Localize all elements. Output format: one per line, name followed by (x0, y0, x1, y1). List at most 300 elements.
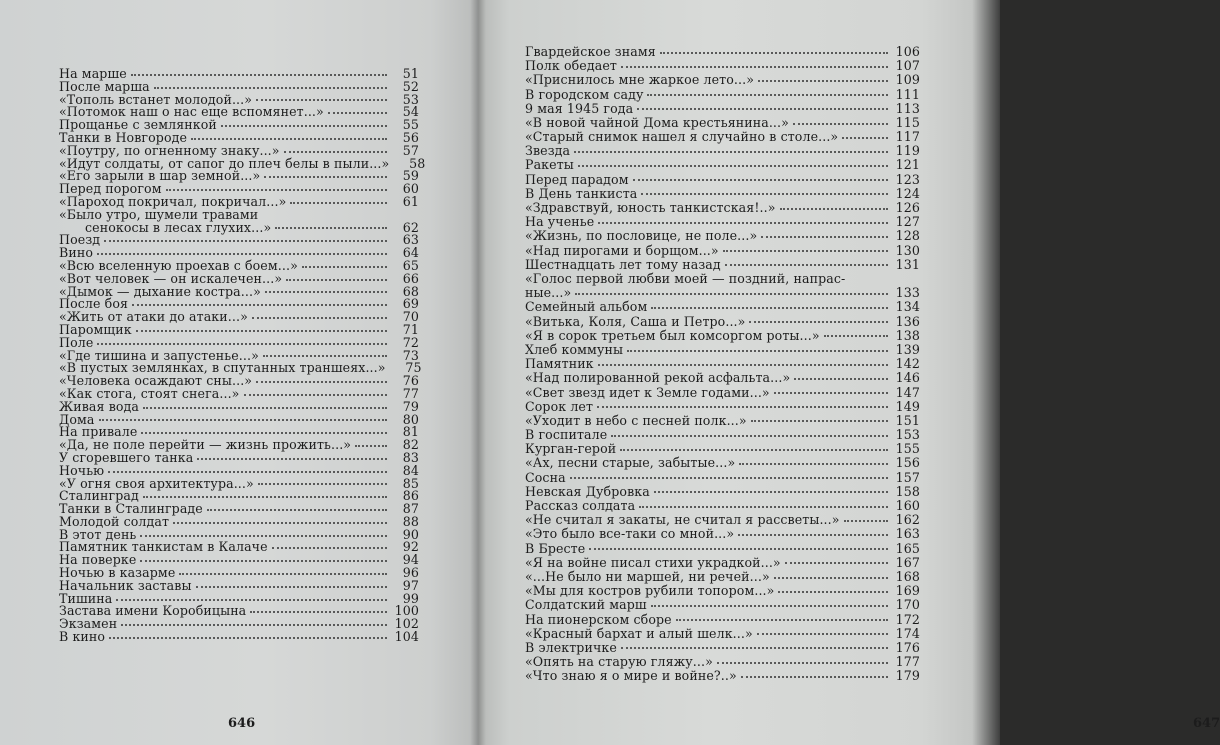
dot-leader (143, 495, 387, 498)
dot-leader (575, 292, 888, 295)
entry-title-continuation: ные...» (525, 285, 572, 301)
entry-page-number: 75 (405, 360, 422, 376)
dot-leader (256, 380, 387, 383)
toc-list-left (59, 66, 426, 645)
dot-leader (328, 111, 387, 114)
entry-title: В День танкиста (525, 185, 638, 201)
dot-leader (794, 377, 888, 380)
entry-page-number: 83 (402, 449, 419, 465)
entry-title: Семейный альбом (525, 299, 648, 315)
toc-entry (525, 485, 920, 499)
toc-entry (525, 144, 920, 158)
entry-title: В кино (59, 629, 106, 645)
entry-title: «Я на войне писал стихи украдкой...» (525, 554, 781, 570)
dot-leader (621, 65, 888, 68)
entry-title: Невская Дубровка (525, 483, 650, 499)
toc-entry (525, 215, 920, 229)
toc-entry (59, 631, 419, 644)
dot-leader (154, 86, 387, 89)
entry-title: «Голос первой любви моей — поздний, напрас- (525, 271, 846, 286)
entry-page-number: 151 (895, 412, 920, 428)
entry-title: Поезд (59, 232, 101, 248)
toc-entry (59, 398, 419, 414)
entry-page-number: 102 (394, 616, 419, 632)
entry-title: «У огня своя архитектура...» (59, 475, 254, 491)
entry-title: На поверке (59, 552, 137, 568)
entry-title: Памятник (525, 356, 594, 372)
dot-leader (725, 263, 888, 266)
toc-entry (525, 258, 920, 272)
dot-leader (793, 122, 888, 125)
dot-leader (97, 252, 387, 255)
entry-title: «Потомок наш о нас еще вспомянет...» (59, 104, 324, 120)
entry-page-number: 61 (402, 193, 419, 209)
entry-page-number: 121 (895, 157, 920, 173)
entry-page-number: 106 (895, 43, 920, 59)
entry-title: «Витька, Коля, Саша и Петро...» (525, 313, 746, 329)
entry-title: Курган-герой (525, 441, 617, 457)
entry-page-number: 128 (895, 228, 920, 244)
toc-entry (525, 400, 920, 414)
entry-title: В городском саду (525, 86, 644, 102)
dot-leader (272, 546, 387, 549)
entry-page-number: 72 (402, 334, 419, 350)
entry-page-number: 52 (402, 78, 419, 94)
entry-title: «Жить от атаки до атаки...» (59, 309, 248, 325)
entry-page-number: 177 (895, 654, 920, 670)
entry-title: «Красный бархат и алый шелк...» (525, 625, 753, 641)
entry-page-number: 168 (895, 568, 920, 584)
entry-title: «Где тишина и запустенье...» (59, 347, 259, 363)
entry-title: «Идут солдаты, от сапог до плеч белы в пыли...» (59, 155, 390, 171)
entry-page-number: 111 (895, 86, 920, 102)
toc-entry (525, 598, 920, 612)
entry-title: Памятник танкистам в Калаче (59, 539, 268, 555)
toc-list-right (525, 45, 920, 683)
entry-page-number: 149 (895, 398, 920, 414)
dot-leader (143, 406, 387, 409)
entry-page-number: 123 (895, 171, 920, 187)
dot-leader (741, 675, 888, 678)
entry-page-number: 119 (895, 143, 920, 159)
entry-title: Перед парадом (525, 171, 629, 187)
entry-title: Живая вода (59, 398, 140, 414)
dot-leader (757, 632, 888, 635)
entry-page-number: 165 (895, 540, 920, 556)
entry-title: Поле (59, 334, 94, 350)
dot-leader (258, 482, 387, 485)
entry-title: «Приснилось мне жаркое лето...» (525, 72, 755, 88)
toc-entry (525, 471, 920, 485)
entry-title: Молодой солдат (59, 513, 170, 529)
toc-entry (525, 102, 920, 116)
dot-leader (651, 306, 888, 309)
entry-page-number: 58 (409, 155, 426, 171)
toc-entry (59, 449, 419, 465)
entry-page-number: 160 (895, 498, 920, 513)
entry-title: Ночью (59, 462, 105, 478)
toc-entry (525, 300, 920, 314)
entry-title: «Уходит в небо с песней полк...» (525, 412, 747, 428)
entry-page-number: 136 (895, 313, 920, 329)
entry-title: На марше (59, 66, 127, 81)
entry-title: «Его зарыли в шар земной...» (59, 168, 261, 184)
entry-title: «Над полированной рекой асфальта...» (525, 370, 791, 386)
page-number-right: 647 (1193, 716, 1220, 731)
page-number-left: 646 (228, 716, 256, 731)
entry-title-continuation-row (59, 219, 419, 235)
dot-leader (355, 444, 387, 447)
entry-page-number: 92 (402, 539, 419, 555)
entry-page-number: 73 (402, 347, 419, 363)
entry-page-number: 66 (402, 270, 419, 286)
toc-entry (525, 116, 920, 130)
entry-title: «Ах, песни старые, забытые...» (525, 455, 736, 471)
entry-title: «Свет звезд идет к Земле годами...» (525, 384, 770, 400)
entry-title: «Дымок — дыхание костра...» (59, 283, 261, 299)
entry-title: «Опять на старую гляжу...» (525, 654, 713, 670)
dot-leader (844, 519, 888, 522)
dot-leader (654, 490, 888, 493)
dot-leader (97, 342, 387, 345)
dot-leader (141, 431, 387, 434)
dot-leader (723, 249, 888, 252)
entry-title-continuation: сенокосы в лесах глухих...» (85, 219, 272, 235)
dot-leader (109, 636, 387, 639)
toc-entry (525, 669, 920, 683)
toc-entry (525, 556, 920, 570)
dot-leader (751, 419, 888, 422)
entry-title: «...Не было ни маршей, ни речей...» (525, 568, 770, 584)
entry-title: «Поутру, по огненному знаку...» (59, 142, 280, 158)
toc-entry (525, 59, 920, 73)
entry-title: «Здравствуй, юность танкистская!..» (525, 200, 776, 216)
dot-leader (207, 508, 387, 511)
entry-title: Прощанье с землянкой (59, 117, 217, 133)
entry-page-number: 82 (402, 437, 419, 453)
entry-page-number: 158 (895, 483, 920, 499)
entry-title: После боя (59, 296, 129, 312)
toc-entry (525, 442, 920, 456)
dot-leader (780, 207, 888, 210)
entry-page-number: 134 (895, 299, 920, 315)
dot-leader (263, 354, 387, 357)
dot-leader (290, 201, 387, 204)
toc-entry (525, 655, 920, 669)
dot-leader (265, 290, 387, 293)
dot-leader (173, 521, 387, 524)
entry-title: На пионерском сборе (525, 611, 672, 627)
toc-entry (525, 329, 920, 343)
entry-title: «Это было все-таки со мной...» (525, 526, 735, 542)
entry-title: Хлеб коммуны (525, 341, 624, 357)
entry-title: Начальник заставы (59, 577, 192, 593)
entry-page-number: 97 (402, 577, 419, 593)
entry-title: Застава имени Коробицына (59, 603, 247, 619)
entry-page-number: 64 (402, 245, 419, 261)
entry-page-number: 113 (895, 100, 920, 116)
entry-page-number: 130 (895, 242, 920, 258)
entry-title: Полк обедает (525, 58, 617, 74)
entry-page-number: 172 (895, 611, 920, 627)
entry-title: 9 мая 1945 года (525, 100, 634, 116)
dot-leader (302, 265, 387, 268)
entry-page-number: 147 (895, 384, 920, 400)
toc-entry (525, 88, 920, 102)
entry-title: Рассказ солдата (525, 498, 636, 513)
entry-page-number: 57 (402, 142, 419, 158)
entry-title: «Всю вселенную проехав с боем...» (59, 257, 298, 273)
entry-title: «Да, не поле перейти — жизнь прожить...» (59, 437, 352, 453)
entry-page-number: 70 (402, 309, 419, 325)
entry-page-number: 94 (402, 552, 419, 568)
page-edge-shadow (972, 0, 1000, 745)
toc-entry (525, 201, 920, 215)
entry-page-number: 63 (402, 232, 419, 248)
toc-entry (525, 371, 920, 385)
dot-leader (250, 610, 387, 613)
entry-page-number: 107 (895, 58, 920, 74)
entry-title: «Не считал я закаты, не считал я рассветы...» (525, 512, 840, 528)
toc-entry (525, 315, 920, 329)
entry-title: Солдатский марш (525, 597, 647, 613)
entry-title: Сосна (525, 469, 566, 485)
toc-entry (59, 206, 419, 235)
dot-leader (252, 316, 387, 319)
dot-leader (778, 590, 888, 593)
entry-page-number: 104 (394, 629, 419, 645)
dot-leader (179, 572, 387, 575)
dot-leader (611, 434, 888, 437)
entry-page-number: 153 (895, 427, 920, 443)
entry-title: «В новой чайной Дома крестьянина...» (525, 114, 789, 130)
dot-leader (136, 329, 387, 332)
entry-page-number: 117 (895, 129, 920, 145)
entry-title: Паромщик (59, 321, 132, 337)
toc-entry (525, 613, 920, 627)
entry-title: Ракеты (525, 157, 574, 173)
toc-entry (525, 513, 920, 527)
toc-entry (59, 321, 419, 337)
toc-entry (525, 173, 920, 187)
entry-title: Тишина (59, 590, 113, 606)
toc-entry (525, 159, 920, 173)
dot-leader (641, 192, 888, 195)
dot-leader (99, 418, 387, 421)
toc-entry (525, 527, 920, 541)
entry-page-number: 85 (402, 475, 419, 491)
entry-title: На ученье (525, 214, 595, 230)
entry-title: «Как стога, стоят снега...» (59, 385, 240, 401)
toc-entry (525, 542, 920, 556)
entry-page-number: 55 (402, 117, 419, 133)
entry-page-number: 142 (895, 356, 920, 372)
toc-entry (59, 234, 419, 247)
entry-title: «В пустых землянках, в спутанных траншеях...» (59, 360, 386, 376)
dot-leader (589, 547, 888, 550)
entry-page-number: 126 (895, 200, 920, 216)
entry-title: «Мы для костров рубили топором...» (525, 583, 775, 599)
dot-leader (221, 124, 387, 127)
entry-title: Звезда (525, 143, 571, 159)
entry-page-number: 133 (895, 285, 920, 301)
entry-title: Вино (59, 245, 94, 261)
entry-page-number: 162 (895, 512, 920, 528)
entry-title: В Бресте (525, 540, 586, 556)
entry-page-number: 131 (895, 256, 920, 272)
toc-entry (525, 357, 920, 371)
dot-leader (598, 363, 888, 366)
entry-title: «Пароход покричал, покричал...» (59, 193, 287, 209)
toc-entry (525, 272, 920, 300)
entry-title: «Что знаю я о мире и войне?..» (525, 668, 737, 684)
dot-leader (785, 561, 888, 564)
dot-leader (196, 585, 387, 588)
dot-leader (621, 646, 888, 649)
toc-entry (59, 618, 419, 631)
entry-title: «Старый снимок нашел я случайно в столе...» (525, 129, 839, 145)
entry-page-number: 174 (895, 625, 920, 641)
dot-leader (651, 604, 888, 607)
entry-page-number: 157 (895, 469, 920, 485)
left-page (0, 0, 478, 745)
entry-page-number: 69 (402, 296, 419, 312)
entry-page-number: 88 (402, 513, 419, 529)
entry-title: «Я в сорок третьем был комсоргом роты...» (525, 327, 820, 343)
entry-page-number: 90 (402, 526, 419, 542)
book-gutter (470, 0, 486, 745)
entry-title: Дома (59, 411, 95, 427)
dot-leader (761, 235, 888, 238)
dot-leader (647, 93, 888, 96)
dot-leader (620, 448, 888, 451)
entry-page-number: 99 (402, 590, 419, 606)
entry-page-number: 59 (402, 168, 419, 184)
toc-entry (525, 45, 920, 59)
entry-page-number: 100 (394, 603, 419, 619)
dot-leader (132, 303, 387, 306)
dot-leader (140, 534, 387, 537)
entry-title: «Вот человек — он искалечен...» (59, 270, 283, 286)
toc-entry (525, 456, 920, 470)
entry-page-number: 80 (402, 411, 419, 427)
entry-title: Сталинград (59, 488, 139, 504)
entry-title: Перед порогом (59, 181, 162, 197)
entry-page-number: 176 (895, 639, 920, 655)
dot-leader (131, 73, 387, 76)
dot-leader (284, 150, 387, 153)
entry-title: «Человека осаждают сны...» (59, 373, 253, 389)
entry-page-number: 51 (402, 66, 419, 81)
entry-page-number: 65 (402, 257, 419, 273)
entry-page-number: 86 (402, 488, 419, 504)
entry-page-number: 79 (402, 398, 419, 414)
entry-page-number: 76 (402, 373, 419, 389)
entry-page-number: 155 (895, 441, 920, 457)
entry-page-number: 68 (402, 283, 419, 299)
entry-page-number: 53 (402, 91, 419, 107)
dot-leader (739, 462, 888, 465)
toc-entry (525, 187, 920, 201)
dot-leader (676, 618, 888, 621)
entry-title: На привале (59, 424, 138, 440)
toc-entry (525, 627, 920, 641)
entry-page-number: 87 (402, 501, 419, 517)
entry-title: Экзамен (59, 616, 118, 632)
dot-leader (191, 137, 387, 140)
toc-entry (525, 570, 920, 584)
entry-page-number: 139 (895, 341, 920, 357)
entry-page-number: 54 (402, 104, 419, 120)
dot-leader (256, 98, 387, 101)
dot-leader (570, 476, 888, 479)
dot-leader (140, 559, 387, 562)
toc-entry (525, 229, 920, 243)
entry-page-number: 156 (895, 455, 920, 471)
entry-title: В этот день (59, 526, 137, 542)
toc-entry (525, 428, 920, 442)
entry-page-number: 138 (895, 327, 920, 343)
entry-title: В госпитале (525, 427, 608, 443)
dot-leader (774, 391, 888, 394)
dot-leader (286, 278, 387, 281)
dot-leader (738, 533, 888, 536)
entry-page-number: 77 (402, 385, 419, 401)
toc-entry (525, 73, 920, 87)
entry-title: «Тополь встанет молодой...» (59, 91, 253, 107)
entry-page-number: 167 (895, 554, 920, 570)
entry-title: Танки в Сталинграде (59, 501, 203, 517)
entry-page-number: 60 (402, 181, 419, 197)
dot-leader (244, 393, 388, 396)
toc-entry (525, 343, 920, 357)
dot-leader (717, 661, 888, 664)
dot-leader (264, 175, 387, 178)
entry-title-continuation-row (525, 286, 920, 300)
entry-page-number: 170 (895, 597, 920, 613)
dot-leader (104, 239, 387, 242)
dot-leader (116, 598, 387, 601)
entry-page-number: 169 (895, 583, 920, 599)
dot-leader (578, 164, 888, 167)
entry-page-number: 163 (895, 526, 920, 542)
entry-page-number: 127 (895, 214, 920, 230)
dot-leader (574, 150, 888, 153)
entry-page-number: 146 (895, 370, 920, 386)
dot-leader (774, 576, 888, 579)
dot-leader (633, 178, 888, 181)
dot-leader (842, 136, 888, 139)
entry-title: После марша (59, 78, 150, 94)
toc-entry (525, 584, 920, 598)
entry-page-number: 81 (402, 424, 419, 440)
dot-leader (197, 457, 387, 460)
entry-page-number: 71 (402, 321, 419, 337)
entry-page-number: 84 (402, 462, 419, 478)
entry-title: Сорок лет (525, 398, 594, 414)
dot-leader (598, 221, 888, 224)
dot-leader (639, 505, 888, 508)
entry-page-number: 124 (895, 185, 920, 201)
entry-page-number: 109 (895, 72, 920, 88)
dot-leader (166, 188, 387, 191)
dot-leader (597, 405, 888, 408)
dot-leader (758, 79, 888, 82)
entry-title: Танки в Новгороде (59, 129, 188, 145)
toc-entry (525, 244, 920, 258)
dot-leader (637, 107, 888, 110)
entry-title: Гвардейское знамя (525, 43, 656, 59)
